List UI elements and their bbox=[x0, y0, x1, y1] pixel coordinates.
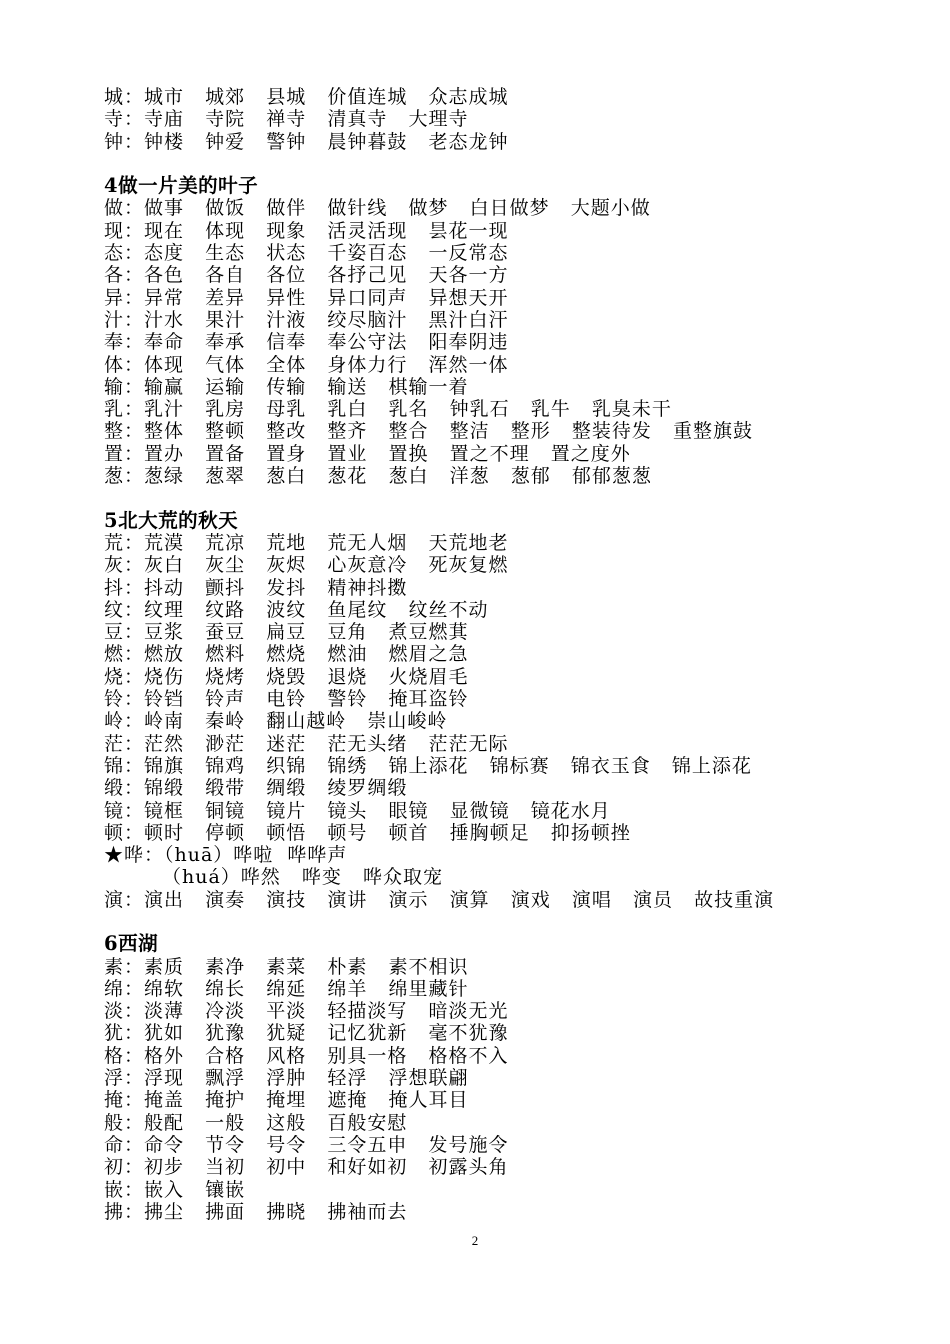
vocab-line: 寺：寺庙 寺院 禅寺 清真寺 大理寺 bbox=[104, 108, 469, 131]
vocab-line: 锦：锦旗 锦鸡 织锦 锦绣 锦上添花 锦标赛 锦衣玉食 锦上添花 bbox=[104, 754, 752, 777]
document-page bbox=[104, 86, 884, 1223]
vocab-line: 岭：岭南 秦岭 翻山越岭 崇山峻岭 bbox=[104, 710, 448, 733]
vocab-line: 镜：镜框 铜镜 镜片 镜头 眼镜 显微镜 镜花水月 bbox=[104, 799, 611, 822]
vocab-line: 乳：乳汁 乳房 母乳 乳白 乳名 钟乳石 乳牛 乳臭未干 bbox=[104, 398, 672, 421]
section-gap bbox=[104, 487, 884, 509]
vocab-line: 豆：豆浆 蚕豆 扁豆 豆角 煮豆燃萁 bbox=[104, 621, 469, 644]
vocab-line: 缎：锦缎 缎带 绸缎 绫罗绸缎 bbox=[104, 777, 408, 800]
vocab-line: 燃：燃放 燃料 燃烧 燃油 燃眉之急 bbox=[104, 643, 469, 666]
section-gap bbox=[104, 153, 884, 175]
vocab-line: 纹：纹理 纹路 波纹 鱼尾纹 纹丝不动 bbox=[104, 598, 489, 621]
vocab-line: 葱：葱绿 葱翠 葱白 葱花 葱白 洋葱 葱郁 郁郁葱葱 bbox=[104, 465, 652, 488]
vocab-line: 犹：犹如 犹豫 犹疑 记忆犹新 毫不犹豫 bbox=[104, 1022, 509, 1045]
vocab-line: 素：素质 素净 素菜 朴素 素不相识 bbox=[104, 955, 469, 978]
page-number: 2 bbox=[471, 1233, 479, 1248]
star-vocab-line: ★哗：（huā）哗啦 哗哗声 bbox=[104, 844, 348, 867]
vocab-line: 绵：绵软 绵长 绵延 绵羊 绵里藏针 bbox=[104, 977, 469, 1000]
vocab-line: 掩：掩盖 掩护 掩埋 遮掩 掩人耳目 bbox=[104, 1089, 469, 1112]
vocab-line: 荒：荒漠 荒凉 荒地 荒无人烟 天荒地老 bbox=[104, 531, 509, 554]
vocab-line: 浮：浮现 飘浮 浮肿 轻浮 浮想联翩 bbox=[104, 1067, 469, 1090]
vocab-line: 拂：拂尘 拂面 拂晓 拂袖而去 bbox=[104, 1200, 408, 1223]
vocab-line: 异：异常 差异 异性 异口同声 异想天开 bbox=[104, 286, 509, 309]
vocab-line: 输：输赢 运输 传输 输送 棋输一着 bbox=[104, 375, 469, 398]
vocab-line: 嵌：嵌入 镶嵌 bbox=[104, 1178, 246, 1201]
vocab-line: 体：体现 气体 全体 身体力行 浑然一体 bbox=[104, 353, 509, 376]
vocab-line: 初：初步 当初 初中 和好如初 初露头角 bbox=[104, 1156, 509, 1179]
vocab-line: 命：命令 节令 号令 三令五申 发号施令 bbox=[104, 1133, 509, 1156]
vocab-line: 淡：淡薄 冷淡 平淡 轻描淡写 暗淡无光 bbox=[104, 1000, 509, 1023]
vocab-line: 做：做事 做饭 做伴 做针线 做梦 白日做梦 大题小做 bbox=[104, 197, 651, 220]
vocab-line: 钟：钟楼 钟爱 警钟 晨钟暮鼓 老态龙钟 bbox=[104, 130, 509, 153]
vocab-line: 顿：顿时 停顿 顿悟 顿号 顿首 捶胸顿足 抑扬顿挫 bbox=[104, 821, 631, 844]
vocab-line: 茫：茫然 渺茫 迷茫 茫无头绪 茫茫无际 bbox=[104, 732, 509, 755]
vocab-line: 奉：奉命 奉承 信奉 奉公守法 阳奉阴违 bbox=[104, 331, 509, 354]
vocab-line: 铃：铃铛 铃声 电铃 警铃 掩耳盗铃 bbox=[104, 688, 469, 711]
section-gap bbox=[104, 911, 884, 933]
vocab-line: 置：置办 置备 置身 置业 置换 置之不理 置之度外 bbox=[104, 442, 631, 465]
section-title: 5北大荒的秋天 bbox=[104, 508, 239, 532]
section-title: 6西湖 bbox=[104, 932, 159, 956]
vocab-line: 演：演出 演奏 演技 演讲 演示 演算 演戏 演唱 演员 故技重演 bbox=[104, 888, 775, 911]
vocab-line: 城：城市 城郊 县城 价值连城 众志成城 bbox=[104, 86, 509, 108]
vocab-line: 汁：汁水 果汁 汁液 绞尽脑汁 黑汁白汗 bbox=[104, 308, 509, 331]
vocab-line: 现：现在 体现 现象 活灵活现 昙花一现 bbox=[104, 219, 509, 242]
vocab-line: 格：格外 合格 风格 别具一格 格格不入 bbox=[104, 1044, 509, 1067]
section-title: 4做一片美的叶子 bbox=[104, 174, 259, 198]
vocab-line: 烧：烧伤 烧烤 烧毁 退烧 火烧眉毛 bbox=[104, 665, 469, 688]
vocab-line: 态：态度 生态 状态 千姿百态 一反常态 bbox=[104, 242, 509, 265]
vocab-line: 灰：灰白 灰尘 灰烬 心灰意冷 死灰复燃 bbox=[104, 554, 509, 577]
star-vocab-line-indented: （huá）哗然 哗变 哗众取宠 bbox=[162, 866, 444, 889]
vocab-line: 整：整体 整顿 整改 整齐 整合 整洁 整形 整装待发 重整旗鼓 bbox=[104, 420, 753, 443]
vocab-line: 抖：抖动 颤抖 发抖 精神抖擞 bbox=[104, 576, 408, 599]
vocab-line: 般：般配 一般 这般 百般安慰 bbox=[104, 1111, 408, 1134]
vocab-line: 各：各色 各自 各位 各抒己见 天各一方 bbox=[104, 264, 509, 287]
